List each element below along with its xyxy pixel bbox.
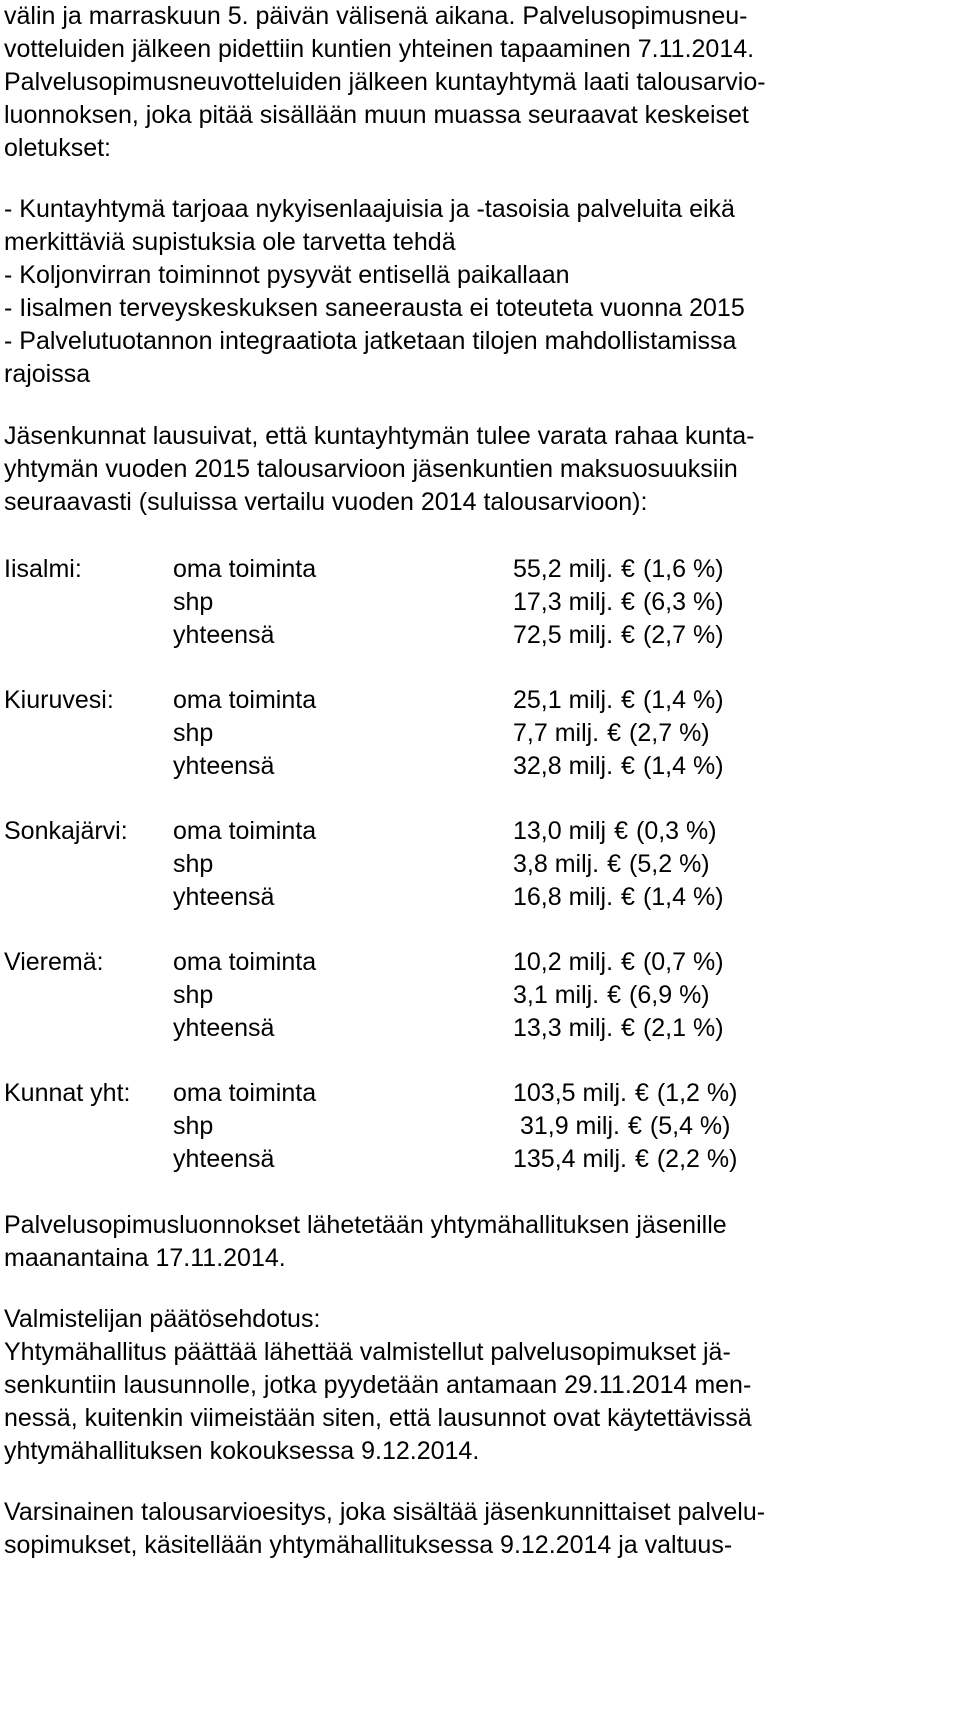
- budget-item: shp: [173, 850, 214, 878]
- budget-amount: 135,4 milj. € (2,2 %): [513, 1143, 737, 1176]
- text-line: nessä, kuitenkin viimeistään siten, että lausunnot ovat käytettävissä: [4, 1404, 752, 1432]
- budget-amount: 25,1 milj. € (1,4 %): [513, 684, 724, 717]
- municipality-name: Vieremä:: [4, 948, 104, 976]
- euro-sign: €: [621, 555, 635, 583]
- budget-amount: 72,5 milj. € (2,7 %): [513, 619, 724, 652]
- list-item: rajoissa: [4, 360, 91, 388]
- budget-item: oma toiminta: [173, 555, 317, 583]
- budget-amount: 32,8 milj. € (1,4 %): [513, 750, 724, 783]
- euro-sign: €: [621, 686, 635, 714]
- text-line: Palvelusopimusneuvotteluiden jälkeen kuntayhtymä laati talousarvio-: [4, 68, 766, 96]
- euro-sign: €: [607, 850, 622, 878]
- euro-sign: €: [621, 883, 635, 911]
- budget-amount: 13,3 milj. € (2,1 %): [513, 1012, 724, 1045]
- list-item: - Iisalmen terveyskeskuksen saneerausta ei toteuteta vuonna 2015: [4, 294, 745, 322]
- euro-sign: €: [614, 817, 628, 845]
- municipality-name: Iisalmi:: [4, 555, 82, 583]
- municipality-name: Kiuruvesi:: [4, 686, 114, 714]
- budget-item: oma toiminta: [173, 948, 317, 976]
- text-line: Yhtymähallitus päättää lähettää valmistellut palvelusopimukset jä-: [4, 1338, 731, 1366]
- budget-amount: 31,9 milj. € (5,4 %): [513, 1110, 730, 1143]
- euro-sign: €: [621, 588, 635, 616]
- budget-item: oma toiminta: [173, 817, 317, 845]
- text-line: seuraavasti (suluissa vertailu vuoden 2014 talousarvioon):: [4, 488, 648, 516]
- budget-item: yhteensä: [173, 1145, 275, 1173]
- text-line: yhtymän vuoden 2015 talousarvioon jäsenkuntien maksuosuuksiin: [4, 455, 738, 483]
- budget-item: shp: [173, 1112, 214, 1140]
- text-line: välin ja marraskuun 5. päivän välisenä aikana. Palvelusopimusneu-: [4, 2, 748, 30]
- budget-item: shp: [173, 588, 214, 616]
- budget-item: shp: [173, 981, 214, 1009]
- euro-sign: €: [621, 1014, 635, 1042]
- budget-amount: 10,2 milj. € (0,7 %): [513, 946, 724, 979]
- budget-amount: 103,5 milj. € (1,2 %): [513, 1077, 737, 1110]
- budget-amount: 16,8 milj. € (1,4 %): [513, 881, 724, 914]
- euro-sign: €: [634, 1145, 649, 1173]
- municipality-name: Sonkajärvi:: [4, 817, 128, 845]
- text-line: votteluiden jälkeen pidettiin kuntien yhteinen tapaaminen 7.11.2014.: [4, 35, 755, 63]
- euro-sign: €: [627, 1112, 642, 1140]
- euro-sign: €: [621, 752, 635, 780]
- list-item: - Koljonvirran toiminnot pysyvät entisellä paikallaan: [4, 261, 570, 289]
- proposal-heading: Valmistelijan päätösehdotus:: [4, 1305, 321, 1333]
- text-line: Palvelusopimusluonnokset lähetetään yhtymähallituksen jäsenille: [4, 1211, 727, 1239]
- list-item: - Palvelutuotannon integraatiota jatketaan tilojen mahdollistamissa: [4, 327, 737, 355]
- text-line: Jäsenkunnat lausuivat, että kuntayhtymän tulee varata rahaa kunta-: [4, 422, 755, 450]
- budget-item: shp: [173, 719, 214, 747]
- text-line: luonnoksen, joka pitää sisällään muun muassa seuraavat keskeiset: [4, 101, 749, 129]
- budget-item: yhteensä: [173, 621, 275, 649]
- text-line: yhtymähallituksen kokouksessa 9.12.2014.: [4, 1437, 480, 1465]
- budget-amount: 7,7 milj. € (2,7 %): [513, 717, 710, 750]
- text-line: Varsinainen talousarvioesitys, joka sisältää jäsenkunnittaiset palvelu-: [4, 1498, 766, 1526]
- budget-item: yhteensä: [173, 1014, 275, 1042]
- text-line: senkuntiin lausunnolle, jotka pyydetään antamaan 29.11.2014 men-: [4, 1371, 752, 1399]
- budget-item: yhteensä: [173, 752, 275, 780]
- text-line: oletukset:: [4, 134, 112, 162]
- municipality-name: Kunnat yht:: [4, 1079, 131, 1107]
- euro-sign: €: [634, 1079, 649, 1107]
- text-line: sopimukset, käsitellään yhtymähallituksessa 9.12.2014 ja valtuus-: [4, 1531, 733, 1559]
- budget-amount: 3,8 milj. € (5,2 %): [513, 848, 710, 881]
- euro-sign: €: [607, 981, 622, 1009]
- text-line: maanantaina 17.11.2014.: [4, 1244, 286, 1272]
- budget-amount: 17,3 milj. € (6,3 %): [513, 586, 724, 619]
- budget-item: oma toiminta: [173, 1079, 317, 1107]
- budget-amount: 13,0 milj € (0,3 %): [513, 815, 717, 848]
- budget-item: oma toiminta: [173, 686, 317, 714]
- budget-amount: 3,1 milj. € (6,9 %): [513, 979, 710, 1012]
- list-item: - Kuntayhtymä tarjoaa nykyisenlaajuisia ja -tasoisia palveluita eikä: [4, 195, 735, 223]
- euro-sign: €: [607, 719, 622, 747]
- list-item: merkittäviä supistuksia ole tarvetta tehdä: [4, 228, 456, 256]
- budget-amount: 55,2 milj. € (1,6 %): [513, 553, 724, 586]
- budget-item: yhteensä: [173, 883, 275, 911]
- euro-sign: €: [621, 948, 635, 976]
- euro-sign: €: [621, 621, 635, 649]
